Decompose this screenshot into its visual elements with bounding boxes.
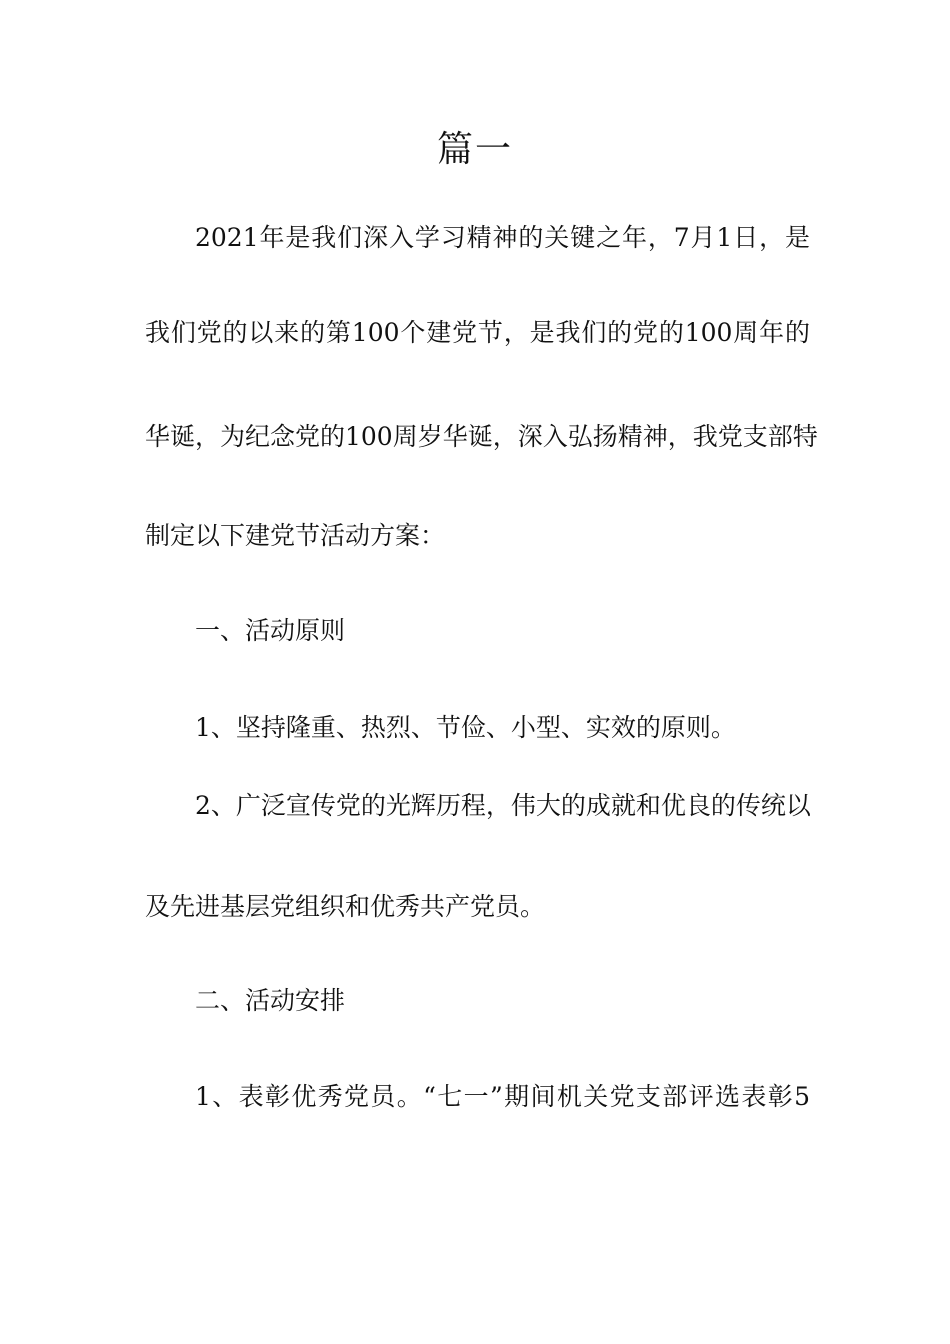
section-heading-1: 一、活动原则 [195, 616, 346, 645]
paragraph-line-2: 我们党的以来的第100个建党节，是我们的党的100周年的 [145, 318, 810, 347]
section-heading-2: 二、活动安排 [195, 986, 346, 1015]
list-item-2-line-1: 2、广泛宣传党的光辉历程，伟大的成就和优良的传统以 [195, 791, 811, 820]
paragraph-line-3: 华诞，为纪念党的100周岁华诞，深入弘扬精神，我党支部特 [145, 422, 818, 451]
paragraph-line-1: 2021年是我们深入学习精神的关键之年，7月1日，是 [195, 223, 810, 252]
list-item-2-line-2: 及先进基层党组织和优秀共产党员。 [145, 892, 546, 921]
document-title: 篇一 [436, 129, 513, 170]
paragraph-line-4: 制定以下建党节活动方案： [145, 521, 446, 550]
list-item-1: 1、坚持隆重、热烈、节俭、小型、实效的原则。 [195, 713, 736, 742]
list-item-3-line-1: 1、表彰优秀党员。“七一”期间机关党支部评选表彰5 [195, 1082, 810, 1111]
